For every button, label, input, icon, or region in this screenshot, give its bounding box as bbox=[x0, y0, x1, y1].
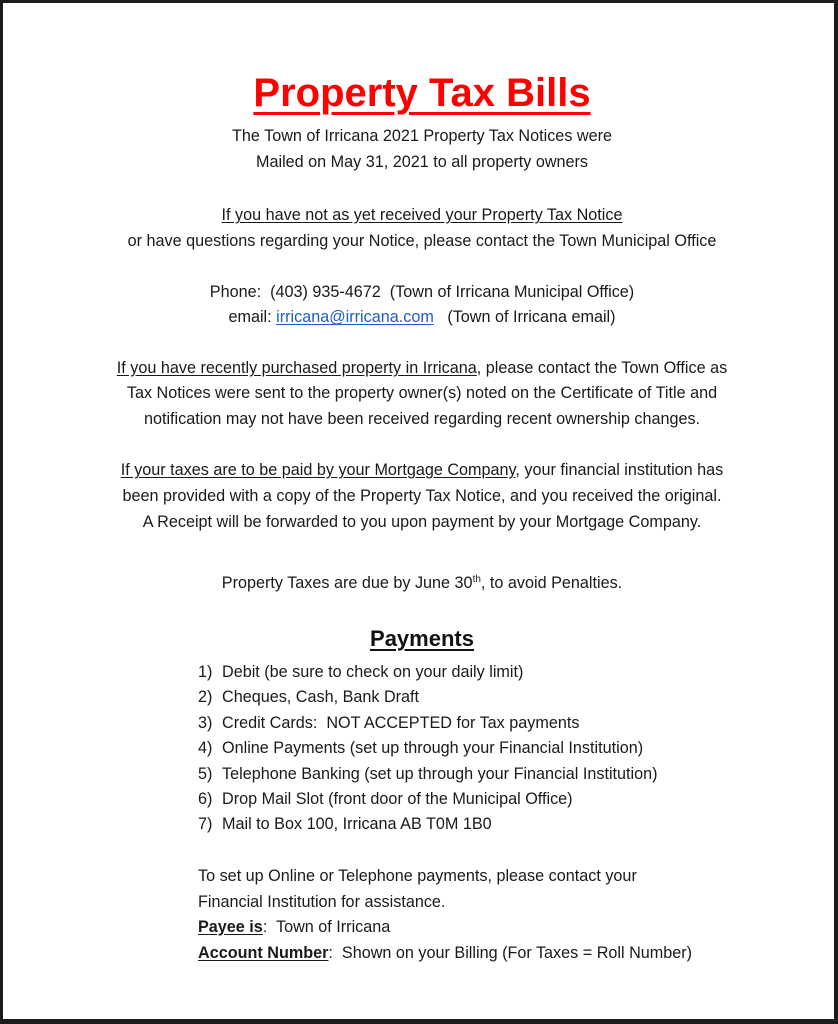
payee-line bbox=[198, 915, 692, 941]
recent-purchase-rest: , please contact the Town Office as bbox=[476, 359, 728, 377]
list-item-text: Debit (be sure to check on your daily limit) bbox=[222, 663, 524, 681]
mortgage-rest: , your financial institution has bbox=[515, 461, 724, 479]
account-number-value: : Shown on your Billing (For Taxes = Roll Number) bbox=[328, 943, 693, 962]
mortgage-line-2: been provided with a copy of the Property Tax Notice, and you received the original. bbox=[122, 487, 722, 505]
list-item-text: Drop Mail Slot (front door of the Municipal Office) bbox=[222, 789, 573, 808]
list-item bbox=[198, 711, 658, 736]
email-line bbox=[3, 307, 838, 327]
not-received-heading-text: If you have not as yet received your Property Tax Notice bbox=[221, 206, 623, 224]
list-item-text: Mail to Box 100, Irricana AB T0M 1B0 bbox=[222, 815, 492, 834]
list-item-text: Telephone Banking (set up through your Financial Institution) bbox=[222, 764, 658, 783]
email-note: (Town of Irricana email) bbox=[447, 308, 616, 326]
account-number-line bbox=[198, 941, 692, 967]
list-item-text: Cheques, Cash, Bank Draft bbox=[222, 688, 420, 707]
not-received-line-2: or have questions regarding your Notice, please contact the Town Municipal Office bbox=[127, 232, 717, 250]
list-item-text: Online Payments (set up through your Financial Institution) bbox=[222, 739, 644, 758]
page-title-text: Property Tax Bills bbox=[253, 71, 591, 115]
payee-label: Payee is bbox=[198, 918, 263, 936]
payee-value: : Town of Irricana bbox=[262, 918, 391, 936]
list-item-number: 2) bbox=[198, 688, 213, 707]
list-item bbox=[198, 762, 658, 787]
email-link[interactable]: irricana@irricana.com bbox=[276, 308, 434, 326]
closing-section bbox=[198, 864, 692, 966]
list-item-number: 4) bbox=[198, 739, 213, 758]
payments-heading bbox=[3, 625, 838, 653]
list-item bbox=[198, 736, 658, 761]
recent-purchase-line-1 bbox=[3, 358, 838, 378]
list-item-number: 5) bbox=[198, 764, 213, 783]
list-item bbox=[198, 660, 658, 685]
list-item bbox=[198, 787, 658, 812]
mortgage-heading: If your taxes are to be paid by your Mortgage Company bbox=[120, 461, 516, 479]
list-item-number: 6) bbox=[198, 789, 213, 808]
phone-label: Phone: bbox=[209, 283, 262, 301]
due-date-line bbox=[3, 573, 838, 593]
phone-note: (Town of Irricana Municipal Office) bbox=[389, 283, 635, 301]
due-suffix: , to avoid Penalties. bbox=[480, 574, 623, 592]
page-title bbox=[3, 69, 838, 117]
closing-line-1: To set up Online or Telephone payments, please contact your bbox=[198, 867, 637, 885]
email-label: email: bbox=[228, 308, 272, 326]
list-item-text: Credit Cards: NOT ACCEPTED for Tax payments bbox=[222, 713, 580, 732]
due-prefix: Property Taxes are due by June 30 bbox=[221, 574, 473, 592]
closing-line-2: Financial Institution for assistance. bbox=[198, 892, 446, 911]
not-received-heading bbox=[3, 205, 838, 225]
mortgage-line-1 bbox=[3, 460, 838, 480]
recent-purchase-line-3: notification may not have been received regarding recent ownership changes. bbox=[143, 410, 701, 428]
phone-number: (403) 935-4672 bbox=[270, 283, 381, 301]
list-item-number: 7) bbox=[198, 815, 213, 834]
due-superscript: th bbox=[472, 574, 481, 585]
account-number-label: Account Number bbox=[198, 943, 329, 962]
list-item-number: 3) bbox=[198, 713, 213, 732]
recent-purchase-heading: If you have recently purchased property in Irricana bbox=[116, 359, 477, 377]
list-item bbox=[198, 812, 658, 837]
mortgage-line-3: A Receipt will be forwarded to you upon payment by your Mortgage Company. bbox=[142, 513, 702, 531]
list-item-number: 1) bbox=[198, 663, 213, 681]
intro-line-1: The Town of Irricana 2021 Property Tax Notices were bbox=[232, 127, 612, 145]
phone-line bbox=[3, 282, 838, 302]
intro-line-2: Mailed on May 31, 2021 to all property owners bbox=[255, 153, 589, 171]
payments-heading-text: Payments bbox=[370, 626, 474, 651]
recent-purchase-line-2: Tax Notices were sent to the property owner(s) noted on the Certificate of Title and bbox=[126, 384, 718, 402]
payment-methods-list bbox=[198, 660, 658, 838]
list-item bbox=[198, 685, 658, 710]
